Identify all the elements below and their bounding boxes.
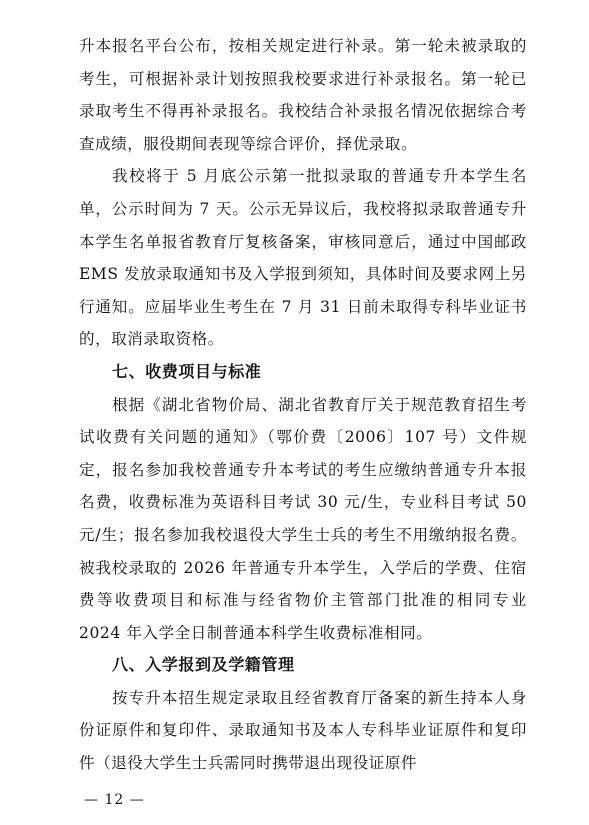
paragraph-admission-announcement: 我校将于 5 月底公示第一批拟录取的普通专升本学生名单，公示时间为 7 天。公示无异议后，我校将拟录取普通专升本学生名单报省教育厅复核备案，审核同意后，通过中国邮政 EMS 发放录取通知书及入学报到须知，具体时间及要求网上另行通知。应届毕业生考生在 7 月 31 日前未取得专科毕业证书的，取消录取资格。 bbox=[79, 167, 527, 349]
page-number: — 12 — bbox=[84, 792, 145, 808]
section-heading-fees: 七、收费项目与标准 bbox=[112, 361, 262, 381]
paragraph-fee-standards: 根据《湖北省物价局、湖北省教育厅关于规范教育招生考试收费有关问题的通知》（鄂价费〔2006〕107 号）文件规定，报名参加我校普通专升本考试的考生应缴纳普通专升本报名费，收费标准为英语科目考试 30 元/生，专业科目考试 50 元/生；报名参加我校退役大学生士兵的考生不用缴纳报名费。被我校录取的 2026 年普通专升本学生，入学后的学费、住宿费等收费项目和标准与经省物价主管部门批准的相同专业 2024 年入学全日制普通本科学生收费标准相同。 bbox=[79, 395, 527, 642]
section-heading-enrollment: 八、入学报到及学籍管理 bbox=[112, 655, 295, 675]
paragraph-supplementary-admission: 升本报名平台公布，按相关规定进行补录。第一轮未被录取的考生，可根据补录计划按照我校要求进行补录报名。第一轮已录取考生不得再补录报名。我校结合补录报名情况依据综合考查成绩，服役期间表现等综合评价，择优录取。 bbox=[79, 37, 527, 153]
document-body bbox=[79, 30, 527, 780]
paragraph-enrollment-registration: 按专升本招生规定录取且经省教育厅备案的新生持本人身份证原件和复印件、录取通知书及本人专科毕业证原件和复印件（退役大学生士兵需同时携带退出现役证原件 bbox=[79, 688, 527, 773]
